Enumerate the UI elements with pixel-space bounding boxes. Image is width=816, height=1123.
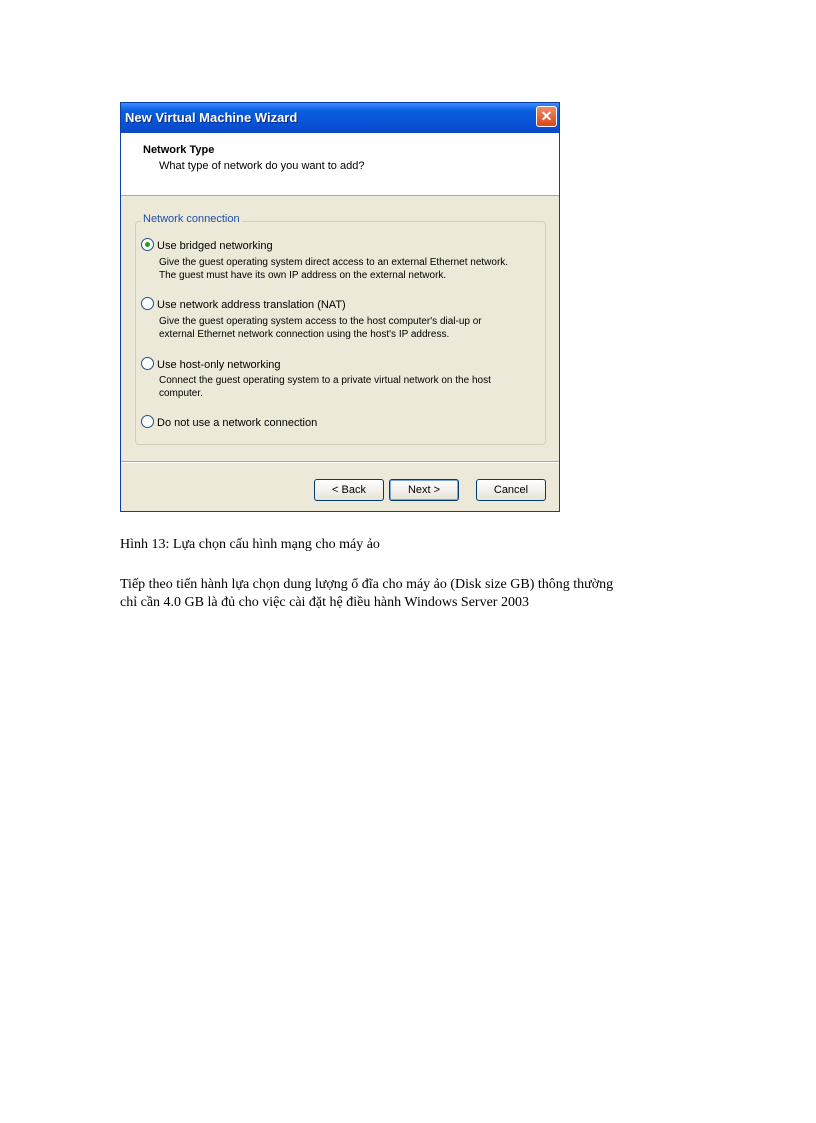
option-none[interactable] — [141, 415, 317, 429]
back-button[interactable]: < Back — [314, 479, 384, 501]
cancel-button[interactable]: Cancel — [476, 479, 546, 501]
next-button[interactable]: Next > — [389, 479, 459, 501]
option-nat[interactable] — [141, 297, 346, 311]
option-host-only[interactable] — [141, 357, 281, 371]
desc-line: external Ethernet network connection using the host's IP address. — [159, 329, 450, 340]
body-paragraph — [120, 576, 720, 612]
desc-line: The guest must have its own IP address on the external network. — [159, 270, 447, 281]
radio-host-only[interactable] — [141, 357, 154, 370]
radio-none[interactable] — [141, 415, 154, 428]
wizard-title: New Virtual Machine Wizard — [125, 110, 298, 125]
wizard-screenshot — [120, 102, 560, 512]
desc-line: computer. — [159, 388, 203, 399]
button-divider — [121, 461, 559, 463]
option-bridged[interactable] — [141, 238, 273, 252]
radio-bridged[interactable] — [141, 238, 154, 251]
option-bridged-description — [159, 256, 539, 282]
desc-line: Give the guest operating system direct access to an external Ethernet network. — [159, 257, 509, 268]
option-bridged-label: Use bridged networking — [157, 240, 273, 252]
wizard-titlebar — [121, 103, 559, 133]
paragraph-line: chỉ cần 4.0 GB là đủ cho việc cài đặt hệ điều hành Windows Server 2003 — [120, 595, 529, 610]
header-subtitle: What type of network do you want to add? — [159, 160, 365, 172]
option-none-label: Do not use a network connection — [157, 417, 318, 429]
option-host-only-label: Use host-only networking — [157, 359, 281, 371]
desc-line: Give the guest operating system access to the host computer's dial-up or — [159, 316, 482, 327]
wizard-header — [121, 133, 559, 196]
figure-caption: Hình 13: Lựa chọn cấu hình mạng cho máy ảo — [120, 537, 380, 552]
paragraph-line: Tiếp theo tiến hành lựa chọn dung lượng ổ đĩa cho máy ảo (Disk size GB) thông thường — [120, 577, 614, 592]
desc-line: Connect the guest operating system to a private virtual network on the host — [159, 375, 491, 386]
option-nat-label: Use network address translation (NAT) — [157, 299, 346, 311]
option-nat-description — [159, 315, 539, 341]
header-title: Network Type — [143, 144, 215, 156]
radio-nat[interactable] — [141, 297, 154, 310]
group-label: Network connection — [143, 213, 240, 225]
option-host-only-description — [159, 374, 539, 400]
close-icon[interactable]: ✕ — [536, 106, 557, 127]
